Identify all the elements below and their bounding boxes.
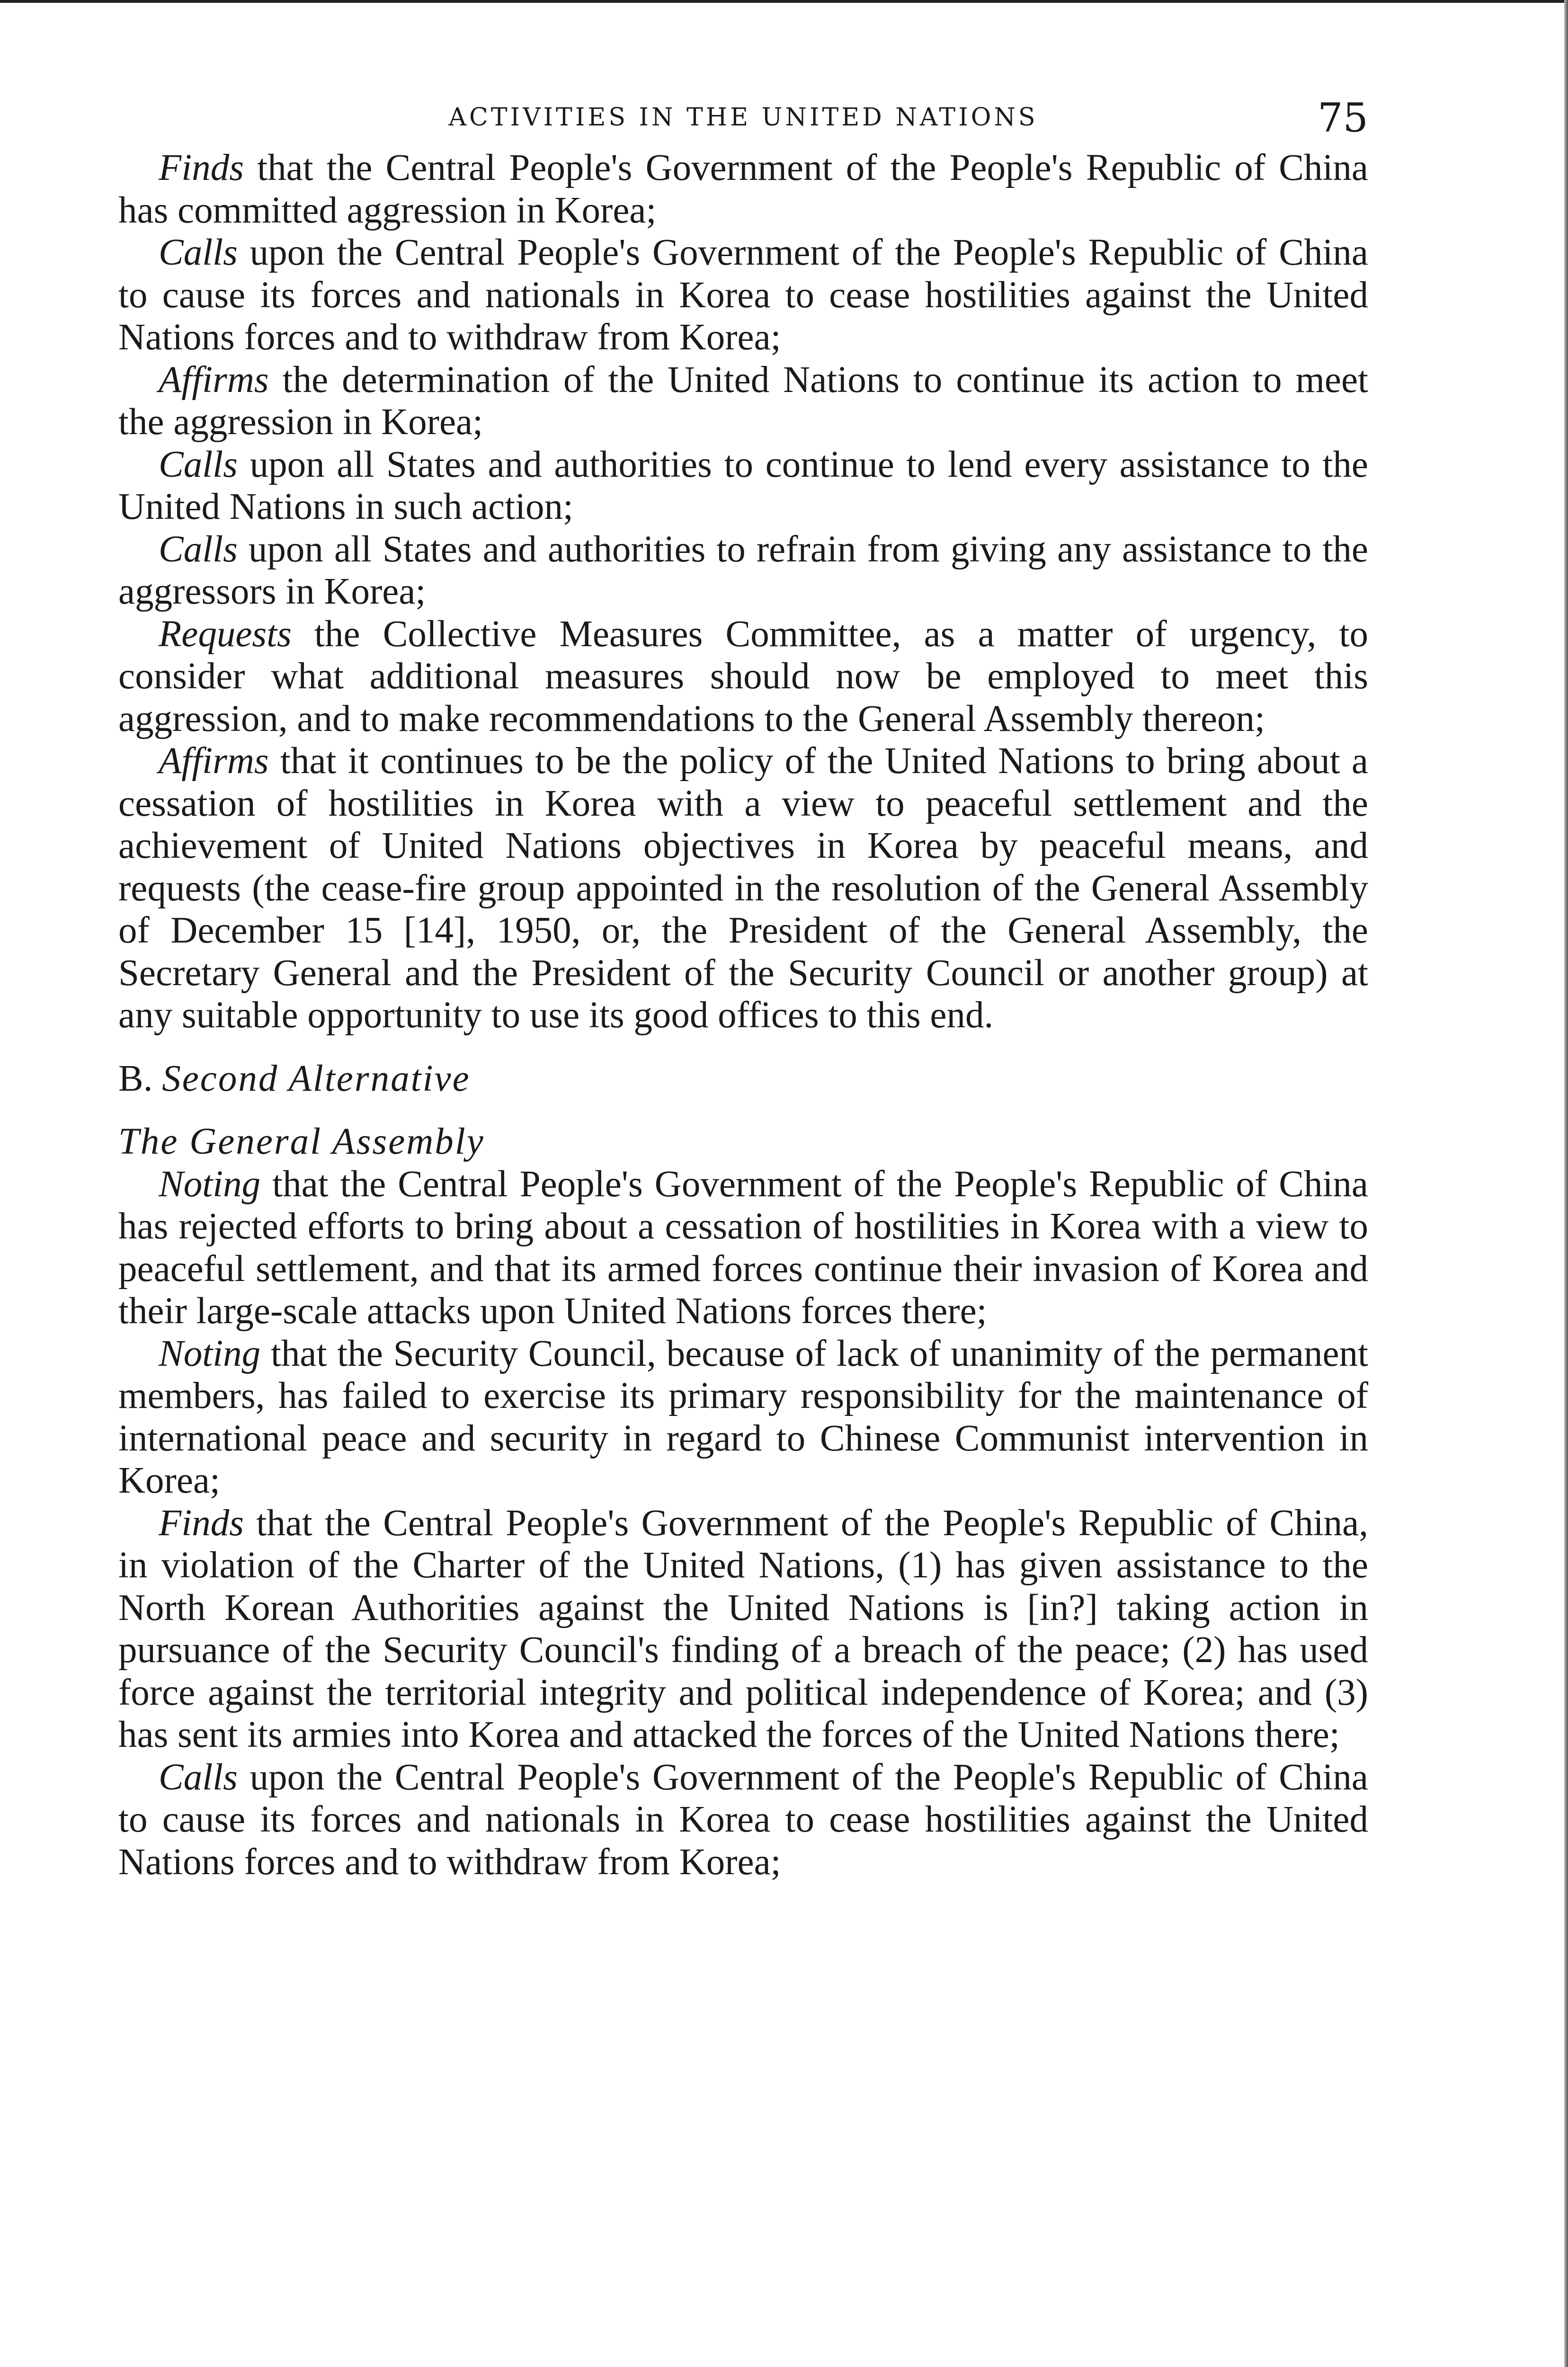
paragraph bbox=[118, 231, 1368, 359]
paragraph-text: that the Security Council, because of lack of unanimity of the permanent members, has failed to exercise its primary responsibility for the maintenance of international peace and security in regard to Chinese Communist intervention in Korea; bbox=[118, 1333, 1368, 1501]
top-rule bbox=[0, 0, 1568, 3]
paragraph bbox=[118, 613, 1368, 740]
paragraph bbox=[118, 444, 1368, 528]
paragraph-lead: Noting bbox=[159, 1333, 261, 1374]
section-heading bbox=[118, 1058, 1368, 1100]
paragraph-lead: Finds bbox=[159, 1502, 244, 1544]
document-page bbox=[118, 95, 1368, 1883]
subheading-text: The General Assembly bbox=[118, 1121, 485, 1162]
page-edge bbox=[1564, 0, 1568, 2367]
paragraph-lead: Calls bbox=[159, 232, 238, 273]
paragraph-text: the Collective Measures Committee, as a matter of urgency, to consider what additional measures should now be employed to meet this aggression, and to make recommendations to the General Assembly thereon; bbox=[118, 613, 1368, 739]
running-title: ACTIVITIES IN THE UNITED NATIONS bbox=[448, 103, 1038, 132]
paragraph-text: that the Central People's Government of the People's Republic of China has committed aggression in Korea; bbox=[118, 147, 1368, 231]
page-number: 75 bbox=[1318, 95, 1368, 141]
paragraph-lead: Calls bbox=[159, 528, 238, 570]
section-label-prefix: B. bbox=[118, 1058, 162, 1099]
paragraph-lead: Finds bbox=[159, 147, 244, 188]
paragraph-lead: Noting bbox=[159, 1163, 261, 1205]
paragraph bbox=[118, 1756, 1368, 1884]
paragraph-lead: Affirms bbox=[159, 359, 269, 400]
running-head bbox=[118, 95, 1368, 147]
paragraph-text: the determination of the United Nations to continue its action to meet the aggression in Korea; bbox=[118, 359, 1368, 443]
paragraph-text: that it continues to be the policy of the United Nations to bring about a cessation of hostilities in Korea with a view to peaceful settlement and the achievement of United Nations objectives in Korea by peaceful means, and requests (the cease-fire group appointed in the resolution of the General Assembly of December 15 [14], 1950, or, the President of the General Assembly, the Secretary General and the President of the Security Council or another group) at any suitable opportunity to use its good offices to this end. bbox=[118, 740, 1368, 1036]
paragraph-text: upon the Central People's Government of the People's Republic of China to cause its forces and nationals in Korea to cease hostilities against the United Nations forces and to withdraw from Korea; bbox=[118, 1756, 1368, 1883]
subheading bbox=[118, 1121, 1368, 1163]
paragraph-text: upon all States and authorities to refrain from giving any assistance to the aggressors in Korea; bbox=[118, 528, 1368, 612]
paragraph bbox=[118, 359, 1368, 444]
paragraph bbox=[118, 1502, 1368, 1756]
paragraph bbox=[118, 1333, 1368, 1502]
paragraph-text: upon all States and authorities to continue to lend every assistance to the United Nations in such action; bbox=[118, 444, 1368, 527]
paragraph-lead: Affirms bbox=[159, 740, 269, 782]
paragraph bbox=[118, 740, 1368, 1037]
paragraph-text: upon the Central People's Government of the People's Republic of China to cause its forces and nationals in Korea to cease hostilities against the United Nations forces and to withdraw from Korea; bbox=[118, 232, 1368, 358]
paragraph bbox=[118, 528, 1368, 613]
paragraph bbox=[118, 147, 1368, 231]
paragraph-text: that the Central People's Government of the People's Republic of China has rejected efforts to bring about a cessation of hostilities in Korea with a view to peaceful settlement, and that its armed forces continue their invasion of Korea and their large-scale attacks upon United Nations forces there; bbox=[118, 1163, 1368, 1332]
paragraph-lead: Calls bbox=[159, 1756, 238, 1798]
paragraph-lead: Calls bbox=[159, 444, 238, 485]
paragraph bbox=[118, 1163, 1368, 1333]
paragraph-text: that the Central People's Government of the People's Republic of China, in violation of the Charter of the United Nations, (1) has given assistance to the North Korean Authorities against the United Nations is [in?] taking action in pursuance of the Security Council's finding of a breach of the peace; (2) has used force against the territorial integrity and political independence of Korea; and (3) has sent its armies into Korea and attacked the forces of the United Nations there; bbox=[118, 1502, 1368, 1755]
paragraph-lead: Requests bbox=[159, 613, 292, 655]
section-label: Second Alternative bbox=[162, 1058, 471, 1099]
